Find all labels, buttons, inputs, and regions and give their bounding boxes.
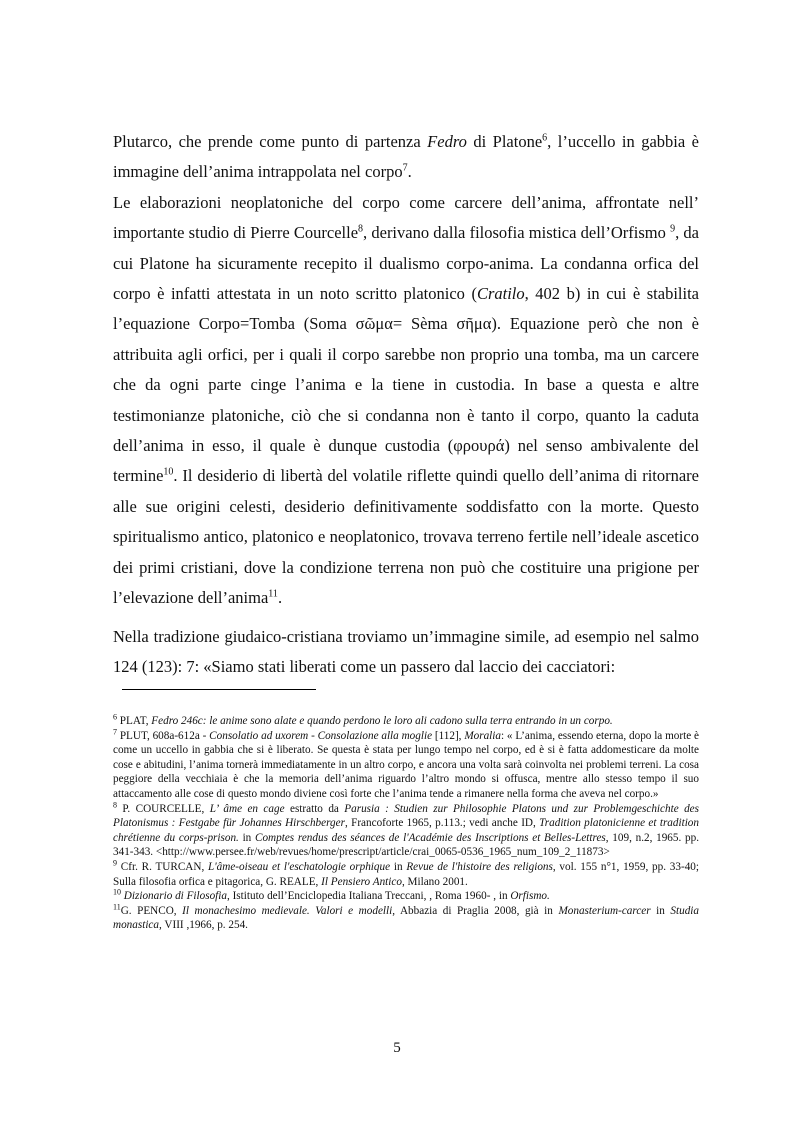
footnote-8: $^8$ P. COURCELLE, L’ âme en cage estratto da Parusia : Studien zur Philosophie Platons und zur Problemgeschichte des Platonismus : Festgabe für Johannes Hirschberger, Francoforte 1965, p.113.; vedi anche ID, Tradition platonicienne et tradition chrétienne du corps-prison. in Comptes rendus des séances de l'Académie des Inscriptions et Belles-Lettres, 109, n.2, 1965. pp. 341-343. <http://www.persee.fr/web/revues/home/prescript/article/crai_0065-0536_1965_num_109_2_11873> — [113, 799, 700, 859]
footnote-7: $^7$ PLUT, 608a-612a - Consolatio ad uxorem - Consolazione alla moglie [112], Moralia: « L’anima, essendo eterna, dopo la morte è come un uccello in gabbia che si è liberato. Se questa è stata per lungo tempo nel corpo, ed è si è fatta addomesticare da molte cose e abitudini, l’anima tornerà immediatamente in un altro corpo, e ancora una volta sarà coinvolta nei problemi terreni. La cosa peggiore della vecchiaia è che la memoria dell’anima riguardo l’altro mondo si offusca, mentre allo stesso tempo il suo attaccamento alle cose di questo mondo diviene così forte che l’anima tende a rimanere nella forma che aveva nel corpo.» — [113, 726, 699, 800]
footnote-ref-7[interactable]: 7 — [402, 162, 408, 174]
footnote-ref-9[interactable]: 9 — [670, 223, 676, 235]
footnote-ref-6[interactable]: 6 — [542, 132, 548, 144]
persee-link[interactable]: , 109, n.2, 1965. pp. 341-343. <http://www.persee.fr/web/revues/home/prescript/article/crai_0065-0536_1965_num_109_2_11873> — [113, 831, 700, 859]
main-text — [113, 127, 699, 682]
footnote-9: $^9$ Cfr. R. TURCAN, L'âme-oiseau et l'eschatologie orphique in Revue de l'histoire des religions, vol. 155 n°1, 1959, pp. 33-40; Sulla filosofia orfica e pitagorica, G. REALE, Il Pensiero Antico, Milano 2001. — [113, 858, 699, 888]
footnote-11: $^{11}$G. PENCO, Il monachesimo medievale. Valori e modelli, Abbazia di Praglia 2008, già in Monasterium-carcer in Studia monastica, VIII ,1966, p. 254. — [113, 901, 699, 932]
page-number: 5 — [393, 1040, 401, 1056]
footnote-ref-11[interactable]: 11 — [268, 588, 278, 600]
footnote-6: $^6$ PLAT, Fedro 246c: le anime sono alate e quando perdono le loro ali cadono sulla terra entrando in un corpo. — [113, 712, 613, 727]
footnote-separator — [122, 689, 316, 690]
paragraph-1: Plutarco, che prende come punto di partenza Fedro di Platone$^6$, l’uccello in gabbia è immagine dell’anima intrappolata nel corpo$^7$. — [113, 132, 699, 182]
paragraph-2: Le elaborazioni neoplatoniche del corpo come carcere dell’anima, affrontate nell’ importante studio di Pierre Courcelle$^8$, derivano dalla filosofia mistica dell’Orfismo $^9$, da cui Platone ha sicuramente recepito il dualismo corpo-anima. La condanna orfica del corpo è infatti attestata in un noto scritto platonico (Cratilo, 402 b) in cui è stabilita l’equazione Corpo=Tomba (Soma σῶμα= Sèma σῆμα). Equazione però che non è attribuita agli orfici, per i quali il corpo sarebbe non proprio una tomba, ma un carcere che da ogni parte cinge l’anima e la tiene in custodia. In base a questa e altre testimonianze platoniche, ciò che si condanna non è tanto il corpo, quanto la caduta dell’anima in esso, il quale è dunque custodia (φρουρά) nel senso ambivalente del termine$^{10}$. Il desiderio di libertà del volatile riflette quindi quello dell’anima di ritornare alle sue origini celesti, desiderio definitivamente soddisfatto con la morte. Questo spiritualismo antico, platonico e neoplatonico, trovava terreno fertile nell’ideale ascetico dei primi cristiani, dove la condizione terrena non può che costituire una prigione per l’elevazione dell’anima$^{11}$. — [113, 192, 699, 608]
footnote-ref-8[interactable]: 8 — [358, 223, 364, 235]
footnotes — [113, 714, 699, 933]
footnote-10: $^{10}$ Dizionario di Filosofia, Istituto dell’Enciclopedia Italiana Treccani, , Roma 1960- , in Orfismo. — [113, 887, 550, 903]
footnote-ref-10[interactable]: 10 — [163, 466, 174, 478]
paragraph-3: Nella tradizione giudaico-cristiana troviamo un’immagine simile, ad esempio nel salmo 124 (123): 7: «Siamo stati liberati come un passero dal laccio dei cacciatori: — [113, 626, 699, 676]
